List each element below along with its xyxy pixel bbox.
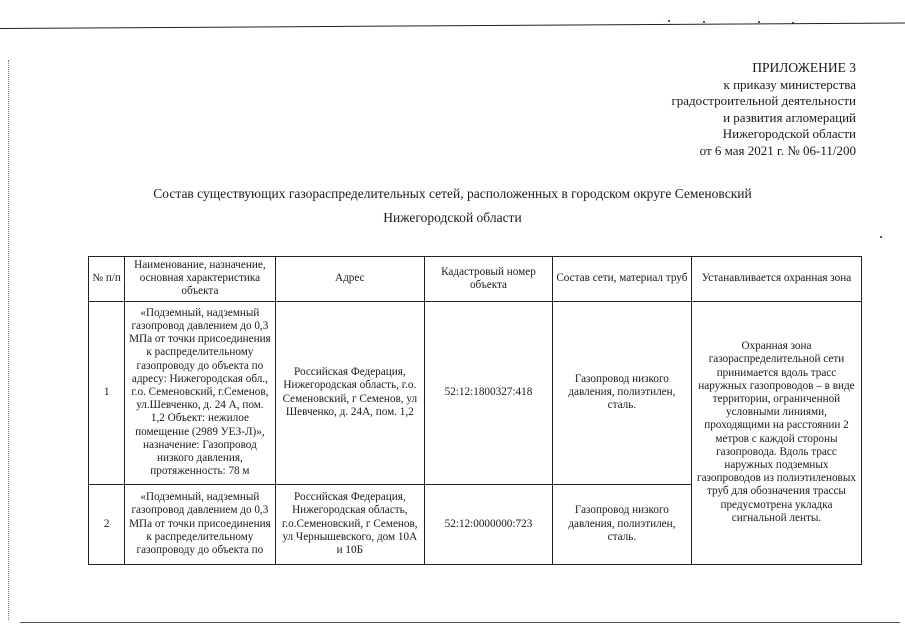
scan-speck <box>758 21 760 23</box>
appendix-line: и развития агломераций <box>723 109 856 125</box>
header-name: Наименование, назначение, основная характеристика объекта <box>125 257 275 302</box>
appendix-line: к приказу министерства <box>723 76 856 92</box>
scan-speck <box>703 21 705 23</box>
cell-composition: Газопровод низкого давления, полиэтилен, сталь. <box>552 301 691 484</box>
scan-edge-top <box>0 22 905 29</box>
scan-speck <box>880 236 882 238</box>
cell-num: 2 <box>89 484 125 564</box>
appendix-line: Нижегородской области <box>722 126 856 141</box>
cell-cadastral: 52:12:0000000:723 <box>425 484 553 564</box>
header-address: Адрес <box>275 257 425 302</box>
document-title: Состав существующих газораспределительных сетей, расположенных в городском округе Семеновский <box>153 186 752 201</box>
scan-speck <box>668 20 670 22</box>
scan-edge-bottom <box>20 622 900 623</box>
document-title-line2: Нижегородской области <box>383 210 522 225</box>
cell-name: «Подземный, надземный газопровод давлением до 0,3 МПа от точки присоединения к распределительному газопроводу до объекта по <box>125 484 275 564</box>
cell-num: 1 <box>89 301 125 484</box>
header-num: № п/п <box>89 257 125 302</box>
appendix-heading: ПРИЛОЖЕНИЕ 3 <box>752 60 856 75</box>
table-row <box>89 301 862 484</box>
cell-zone: Охранная зона газораспределительной сети принимается вдоль трасс наружных газопроводов – в виде территории, ограниченной условными линиями, проходящими на расстоянии 2 метров с каждой стороны газопровода. Вдоль трасс наружных подземных газопроводов из полиэтиленовых труб для обозначения трассы предусмотрена укладка сигнальной ленты. <box>691 301 861 564</box>
table-header-row <box>89 257 862 302</box>
appendix-line: от 6 мая 2021 г. № 06-11/200 <box>699 142 856 158</box>
cell-address: Российская Федерация, Нижегородская область, г.о.Семеновский, г Семенов, ул Чернышевского, дом 10А и 10Б <box>275 484 425 564</box>
cell-cadastral: 52:12:1800327:418 <box>425 301 553 484</box>
header-composition: Состав сети, материал труб <box>552 257 691 302</box>
cell-name: «Подземный, надземный газопровод давлением до 0,3 МПа от точки присоединения к распределительному газопроводу до объекта по адресу: Нижегородская обл., г.о. Семеновский, г.Семенов, ул.Шевченко, д. 24 А, пом. 1,2 Объект: нежилое помещение (2989 УЕЗ-Л)», назначение: Газопровод низкого давления, протяженность: 78 м <box>125 301 275 484</box>
scan-edge-left <box>8 60 9 620</box>
header-zone: Устанавливается охранная зона <box>691 257 861 302</box>
cell-address: Российская Федерация, Нижегородская область, г.о. Семеновский, г Семенов, ул Шевченко, д. 24А, пом. 1,2 <box>275 301 425 484</box>
appendix-line: градостроительной деятельности <box>671 93 856 108</box>
cell-composition: Газопровод низкого давления, полиэтилен, сталь. <box>552 484 691 564</box>
scan-speck <box>792 22 794 24</box>
gas-network-table <box>88 256 862 565</box>
header-cadastral: Кадастровый номер объекта <box>425 257 553 302</box>
appendix-block <box>671 60 856 159</box>
